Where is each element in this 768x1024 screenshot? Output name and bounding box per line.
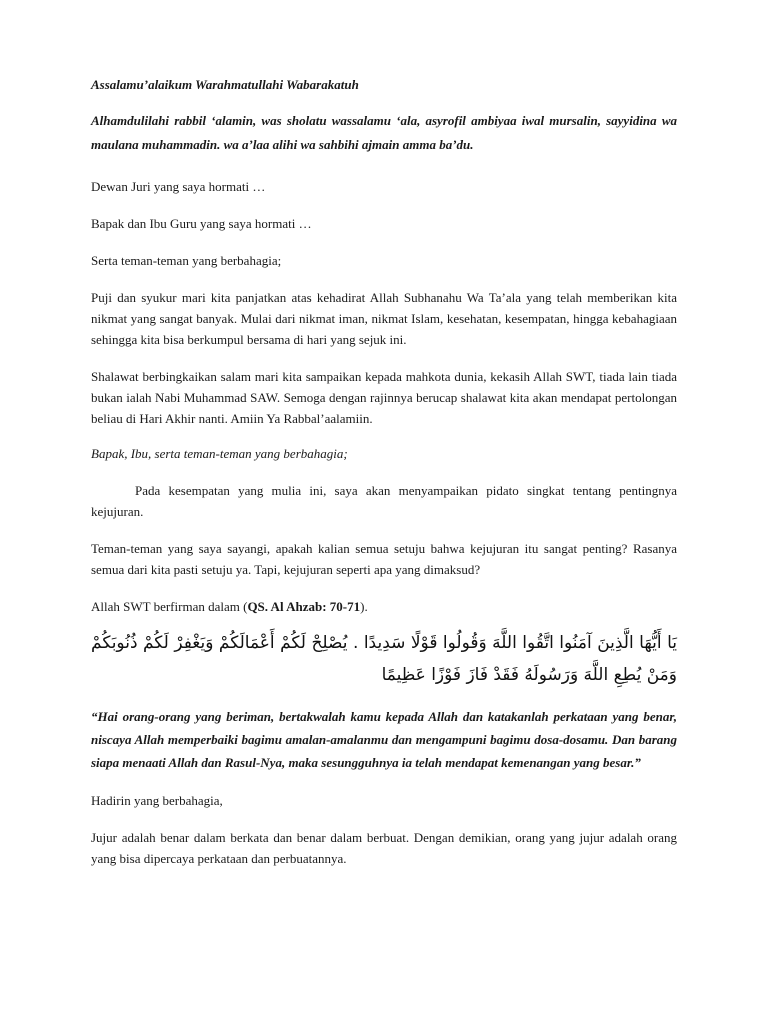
firman-prefix: Allah SWT berfirman dalam (: [91, 599, 248, 614]
praise-paragraph: Puji dan syukur mari kita panjatkan atas kehadirat Allah Subhanahu Wa Ta’ala yang telah memberikan kita nikmat yang sangat banyak. Mulai dari nikmat iman, nikmat Islam, kesehatan, kesempatan, hingga kebahagiaan sehingga kita bisa berkumpul bersama di hari yang sejuk ini.: [91, 290, 677, 347]
firman-line: [91, 596, 677, 617]
honesty-paragraph: Jujur adalah benar dalam berkata dan benar dalam berbuat. Dengan demikian, orang yang jujur adalah orang yang bisa dipercaya perkataan dan perbuatannya.: [91, 830, 677, 866]
arabic-verse: يَا أَيُّهَا الَّذِينَ آمَنُوا اتَّقُوا اللَّهَ وَقُولُوا قَوْلًا سَدِيدًا . يُصْلِحْ لَكُمْ أَعْمَالَكُمْ وَيَغْفِرْ لَكُمْ ذُنُوبَكُمْ وَمَنْ يُطِعِ اللَّهَ وَرَسُولَهُ فَقَدْ فَازَ فَوْزًا عَظِيمًا: [91, 633, 677, 685]
address-teachers: Bapak dan Ibu Guru yang saya hormati …: [91, 216, 312, 231]
firman-reference: QS. Al Ahzab: 70-71: [247, 599, 361, 614]
address-friends: Serta teman-teman yang berbahagia;: [91, 253, 282, 268]
document-page: [91, 74, 677, 869]
address-jury: Dewan Juri yang saya hormati …: [91, 179, 266, 194]
greeting: Assalamu’alaikum Warahmatullahi Wabarakatuh: [91, 77, 359, 92]
opening-paragraph: Alhamdulilahi rabbil ‘alamin, was sholatu wassalamu ‘ala, asyrofil ambiyaa iwal mursalin, sayyidina wa maulana muhammadin. wa a’laa alihi wa sahbihi ajmain amma ba’du.: [91, 113, 677, 152]
firman-suffix: ).: [360, 599, 368, 614]
question-paragraph: Teman-teman yang saya sayangi, apakah kalian semua setuju bahwa kejujuran itu sangat penting? Rasanya semua dari kita pasti setuju ya. Tapi, kejujuran seperti apa yang dimaksud?: [91, 541, 677, 577]
occasion-paragraph: Pada kesempatan yang mulia ini, saya akan menyampaikan pidato singkat tentang pentingnya kejujuran.: [91, 483, 677, 519]
address-audience: Hadirin yang berbahagia,: [91, 793, 223, 808]
verse-translation: “Hai orang-orang yang beriman, bertakwalah kamu kepada Allah dan katakanlah perkataan yang benar, niscaya Allah memperbaiki bagimu amalan-amalanmu dan mengampuni bagimu dosa-dosamu. Dan barang siapa menaati Allah dan Rasul-Nya, maka sesungguhnya ia telah mendapat kemenangan yang besar.”: [91, 709, 677, 770]
shalawat-paragraph: Shalawat berbingkaikan salam mari kita sampaikan kepada mahkota dunia, kekasih Allah SWT, tiada lain tiada bukan ialah Nabi Muhammad SAW. Semoga dengan rajinnya berucap shalawat kita akan mendapat pertolongan beliau di Hari Akhir nanti. Amiin Ya Rabbal’aalamiin.: [91, 369, 677, 426]
address-italic: Bapak, Ibu, serta teman-teman yang berbahagia;: [91, 446, 348, 461]
